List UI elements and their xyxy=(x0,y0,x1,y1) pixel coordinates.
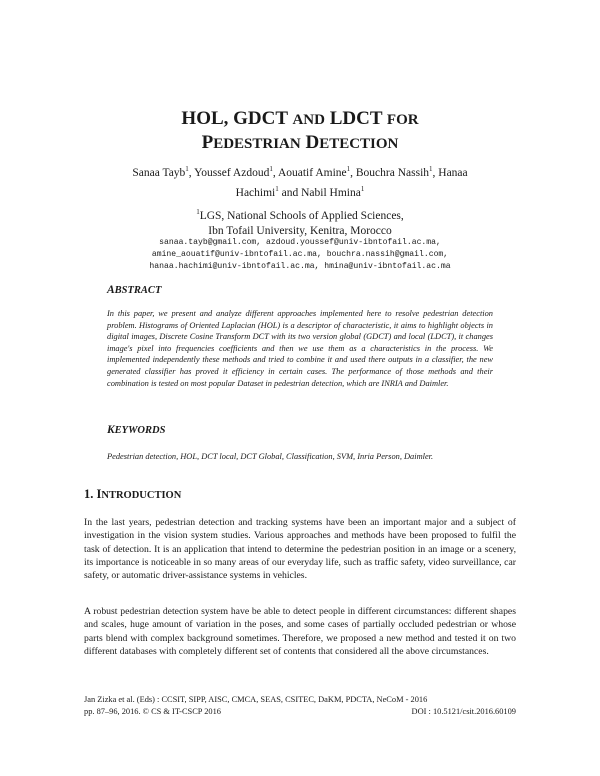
email-line: hanaa.hachimi@univ-ibntofail.ac.ma, hmina@univ-ibntofail.ac.ma xyxy=(149,262,451,271)
keywords-text: Pedestrian detection, HOL, DCT local, DCT Global, Classification, SVM, Inria Person, Daimler. xyxy=(107,452,434,461)
keywords-heading: KEYWORDS xyxy=(107,424,166,436)
author-name: Youssef Azdoud xyxy=(194,166,270,179)
author-name: Hanaa xyxy=(438,166,468,179)
section-heading-introduction: 1. INTRODUCTION xyxy=(84,487,182,501)
affiliation: $^1$LGS, National Schools of Applied Sciences, Ibn Tofail University, Kenitra, Morocco xyxy=(196,208,404,237)
footer-proceedings: Jan Zizka et al. (Eds) : CCSIT, SIPP, AISC, CMCA, SEAS, CSITEC, DaKM, PDCTA, NeCoM - 2016 xyxy=(84,695,428,704)
abstract-heading: ABSTRACT xyxy=(107,284,162,296)
abstract-text: In this paper, we present and analyze different approaches implemented here to resolve pedestrian detection problem. Histograms of Oriented Laplacian (HOL) is a descriptor of characteristic, it aims to highlight objects in digital images, Discrete Cosine Transform DCT with its two version global (GDCT) and local (LDCT), it changes image's pixel into frequencies coefficients and then we use them as a characteristics in the process. We implemented independently these methods and tried to combine it and used there outputs in a classifier, the new generated classifier has proved it efficiency in certain cases. The performance of those methods and their combination is tested on most popular Dataset in pedestrian detection, which are INRIA and Daimler. xyxy=(107,309,493,388)
author-name: Hachimi xyxy=(235,186,276,199)
author-emails xyxy=(80,237,520,273)
paper-title-line-2: PEDESTRIAN DETECTION xyxy=(201,132,399,153)
author-line-1: Sanaa Tayb$^1$, Youssef Azdoud$^1$, Aouatif Amine$^1$, Bouchra Nassih$^1$, Hanaa xyxy=(132,165,468,179)
footer-pages: pp. 87–96, 2016. © CS & IT-CSCP 2016 xyxy=(84,707,221,716)
author-name: Sanaa Tayb xyxy=(132,166,186,179)
email-line: amine_aouatif@univ-ibntofail.ac.ma, bouchra.nassih@gmail.com, xyxy=(151,250,449,259)
introduction-paragraph-1: In the last years, pedestrian detection and tracking systems have been an important major and a subject of investigation in the vision system studies. Various approaches and methods have been proposed to fulfil the task of detection. It is an application that intend to determine the pedestrian position in an image or a scenery, its importance is noticeable in so many areas of our everyday life, such as traffic safety, video surveillance, car safety, or automatic driver-assistance systems in vehicles. xyxy=(84,517,516,582)
email-line: sanaa.tayb@gmail.com, azdoud.youssef@univ-ibntofail.ac.ma, xyxy=(159,238,441,247)
author-name: Bouchra Nassih xyxy=(355,166,430,179)
paper-title-line-1: HOL, GDCT AND LDCT FOR xyxy=(181,108,419,129)
author-name: Aouatif Amine xyxy=(277,166,347,179)
footer-doi: DOI : 10.5121/csit.2016.60109 xyxy=(411,707,516,716)
introduction-paragraph-2: A robust pedestrian detection system have be able to detect people in different circumstances: different shapes and scales, huge amount of variation in the poses, and some cases of partially occluded pedestrian or whose parts blend with complex background sometimes. Therefore, we proposed a new method and tested it on two different databases with completely different set of contents that considered all the above circumstances. xyxy=(84,606,516,657)
author-name: Nabil Hmina xyxy=(301,186,361,199)
author-list xyxy=(80,161,520,201)
author-line-2: Hachimi$^1$ and Nabil Hmina$^1$ xyxy=(235,184,365,199)
